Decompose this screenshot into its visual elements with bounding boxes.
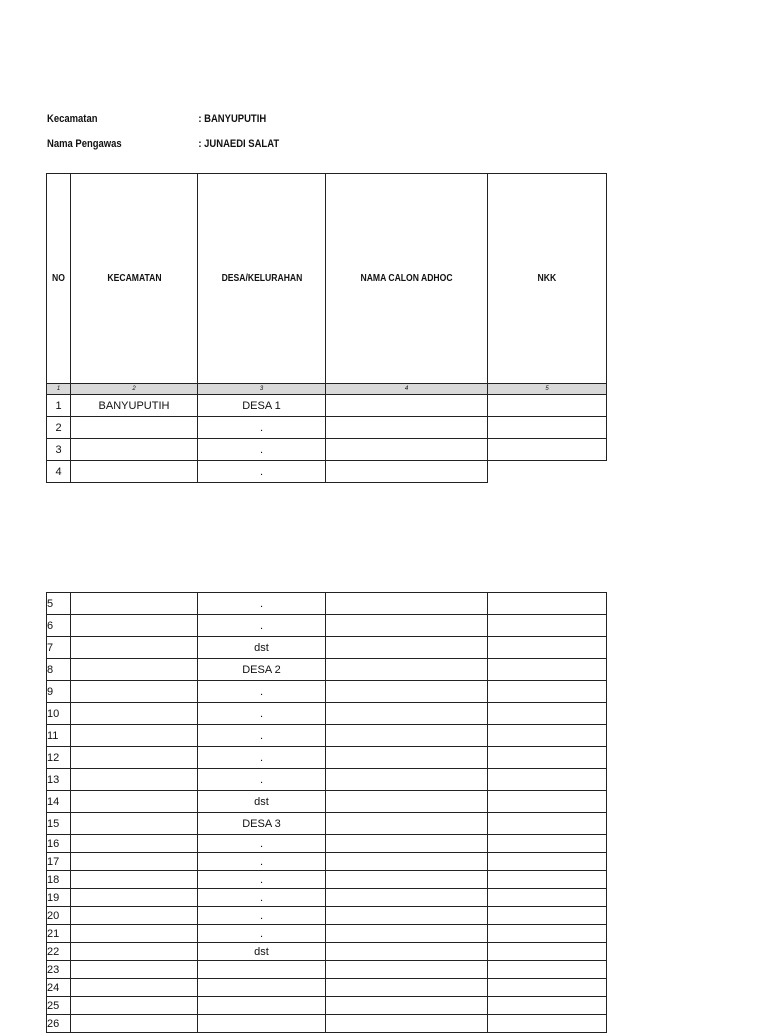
header-nkk: NKK xyxy=(488,174,607,384)
row-nama-calon[interactable] xyxy=(326,615,488,637)
row-nkk[interactable] xyxy=(488,889,607,907)
row-nama-calon[interactable] xyxy=(326,907,488,925)
table-row xyxy=(47,703,607,725)
table-body-continued xyxy=(47,593,607,1033)
row-nama-calon[interactable] xyxy=(326,703,488,725)
row-no: 6 xyxy=(47,615,71,637)
row-kecamatan xyxy=(71,703,198,725)
row-kecamatan xyxy=(71,853,198,871)
row-desa: . xyxy=(198,593,326,615)
table-header-row xyxy=(47,174,607,384)
row-desa: dst xyxy=(198,637,326,659)
row-nkk[interactable] xyxy=(488,997,607,1015)
row-desa: . xyxy=(198,835,326,853)
table-row xyxy=(47,961,607,979)
row-nama-calon[interactable] xyxy=(326,417,488,439)
pengawas-value: : JUNAEDI SALAT xyxy=(198,138,280,150)
row-desa: . xyxy=(198,703,326,725)
row-nkk[interactable] xyxy=(488,439,607,461)
table-row xyxy=(47,979,607,997)
row-no: 2 xyxy=(47,417,71,439)
row-nama-calon[interactable] xyxy=(326,461,488,483)
row-desa: . xyxy=(198,417,326,439)
row-nama-calon[interactable] xyxy=(326,997,488,1015)
row-nama-calon[interactable] xyxy=(326,439,488,461)
row-kecamatan xyxy=(71,979,198,997)
row-no: 25 xyxy=(47,997,71,1015)
row-nkk[interactable] xyxy=(488,769,607,791)
row-kecamatan xyxy=(71,769,198,791)
row-nkk[interactable] xyxy=(488,979,607,997)
row-nkk[interactable] xyxy=(488,853,607,871)
row-desa xyxy=(198,997,326,1015)
table-row xyxy=(47,681,607,703)
table-row xyxy=(47,461,607,483)
row-nkk[interactable] xyxy=(488,593,607,615)
row-kecamatan xyxy=(71,637,198,659)
row-desa: . xyxy=(198,615,326,637)
table-row xyxy=(47,725,607,747)
header-kecamatan: KECAMATAN xyxy=(71,174,198,384)
row-no: 12 xyxy=(47,747,71,769)
row-desa xyxy=(198,979,326,997)
row-desa: dst xyxy=(198,943,326,961)
table-row xyxy=(47,637,607,659)
row-nkk[interactable] xyxy=(488,725,607,747)
row-nama-calon[interactable] xyxy=(326,395,488,417)
header-nama-calon: NAMA CALON ADHOC xyxy=(326,174,488,384)
row-desa: . xyxy=(198,439,326,461)
table-row xyxy=(47,997,607,1015)
row-kecamatan xyxy=(71,791,198,813)
row-no: 19 xyxy=(47,889,71,907)
row-no: 22 xyxy=(47,943,71,961)
table-row xyxy=(47,907,607,925)
row-nkk[interactable] xyxy=(488,395,607,417)
table-row xyxy=(47,871,607,889)
column-number-row xyxy=(47,384,607,395)
row-nkk[interactable] xyxy=(488,659,607,681)
adhoc-table-bottom xyxy=(46,592,607,1033)
kecamatan-value: : BANYUPUTIH xyxy=(198,113,267,125)
meta-kecamatan xyxy=(47,113,266,125)
row-nama-calon[interactable] xyxy=(326,637,488,659)
row-nkk[interactable] xyxy=(488,835,607,853)
row-nama-calon[interactable] xyxy=(326,961,488,979)
row-desa: . xyxy=(198,681,326,703)
row-nkk[interactable] xyxy=(488,417,607,439)
row-no: 5 xyxy=(47,593,71,615)
row-nkk[interactable] xyxy=(488,747,607,769)
row-desa: DESA 2 xyxy=(198,659,326,681)
row-nama-calon[interactable] xyxy=(326,889,488,907)
table-row xyxy=(47,395,607,417)
row-desa: DESA 1 xyxy=(198,395,326,417)
row-nkk[interactable] xyxy=(488,871,607,889)
row-nama-calon[interactable] xyxy=(326,871,488,889)
row-kecamatan xyxy=(71,417,198,439)
row-nkk[interactable] xyxy=(488,907,607,925)
row-nama-calon[interactable] xyxy=(326,979,488,997)
row-nkk[interactable] xyxy=(488,961,607,979)
row-nama-calon[interactable] xyxy=(326,769,488,791)
pengawas-label: Nama Pengawas xyxy=(47,138,122,150)
row-no: 21 xyxy=(47,925,71,943)
column-number: 3 xyxy=(198,384,326,395)
row-no: 1 xyxy=(47,395,71,417)
row-kecamatan xyxy=(71,615,198,637)
row-kecamatan xyxy=(71,681,198,703)
table-row xyxy=(47,593,607,615)
column-number: 1 xyxy=(47,384,71,395)
row-desa: . xyxy=(198,725,326,747)
table-row xyxy=(47,853,607,871)
row-nama-calon[interactable] xyxy=(326,813,488,835)
row-no: 10 xyxy=(47,703,71,725)
row-nama-calon[interactable] xyxy=(326,853,488,871)
row-desa: dst xyxy=(198,791,326,813)
row-no: 13 xyxy=(47,769,71,791)
row-nkk[interactable] xyxy=(488,943,607,961)
row-desa: . xyxy=(198,853,326,871)
table-row xyxy=(47,889,607,907)
row-kecamatan xyxy=(71,593,198,615)
table-row xyxy=(47,791,607,813)
row-nkk[interactable] xyxy=(488,615,607,637)
row-nama-calon[interactable] xyxy=(326,943,488,961)
row-nama-calon[interactable] xyxy=(326,835,488,853)
row-desa: . xyxy=(198,925,326,943)
row-no: 8 xyxy=(47,659,71,681)
row-kecamatan xyxy=(71,943,198,961)
row-desa: . xyxy=(198,461,326,483)
row-nama-calon[interactable] xyxy=(326,747,488,769)
kecamatan-label: Kecamatan xyxy=(47,113,98,125)
column-number: 4 xyxy=(326,384,488,395)
row-no: 26 xyxy=(47,1015,71,1033)
row-desa: DESA 3 xyxy=(198,813,326,835)
row-nama-calon[interactable] xyxy=(326,681,488,703)
header-no: NO xyxy=(47,174,71,384)
row-kecamatan: BANYUPUTIH xyxy=(71,395,198,417)
column-number: 5 xyxy=(488,384,607,395)
row-no: 14 xyxy=(47,791,71,813)
row-kecamatan xyxy=(71,907,198,925)
table-row xyxy=(47,813,607,835)
row-nkk[interactable] xyxy=(488,681,607,703)
row-kecamatan xyxy=(71,461,198,483)
row-nama-calon[interactable] xyxy=(326,659,488,681)
table-row xyxy=(47,925,607,943)
row-kecamatan xyxy=(71,925,198,943)
row-desa xyxy=(198,961,326,979)
table-row xyxy=(47,943,607,961)
row-kecamatan xyxy=(71,659,198,681)
row-nkk-empty xyxy=(488,461,607,483)
table-row xyxy=(47,747,607,769)
row-nkk[interactable] xyxy=(488,925,607,943)
table-row xyxy=(47,769,607,791)
row-kecamatan xyxy=(71,439,198,461)
row-nama-calon[interactable] xyxy=(326,593,488,615)
header-desa: DESA/KELURAHAN xyxy=(198,174,326,384)
table-row xyxy=(47,615,607,637)
row-no: 15 xyxy=(47,813,71,835)
row-nkk[interactable] xyxy=(488,813,607,835)
row-desa: . xyxy=(198,889,326,907)
row-no: 7 xyxy=(47,637,71,659)
row-kecamatan xyxy=(71,747,198,769)
row-nama-calon[interactable] xyxy=(326,725,488,747)
row-desa: . xyxy=(198,747,326,769)
row-no: 4 xyxy=(47,461,71,483)
row-no: 3 xyxy=(47,439,71,461)
row-desa: . xyxy=(198,871,326,889)
table-row xyxy=(47,835,607,853)
row-no: 20 xyxy=(47,907,71,925)
row-no: 24 xyxy=(47,979,71,997)
row-desa: . xyxy=(198,907,326,925)
row-no: 16 xyxy=(47,835,71,853)
row-nama-calon[interactable] xyxy=(326,791,488,813)
row-nkk[interactable] xyxy=(488,637,607,659)
row-nkk[interactable] xyxy=(488,703,607,725)
row-no: 23 xyxy=(47,961,71,979)
row-desa: . xyxy=(198,769,326,791)
row-kecamatan xyxy=(71,813,198,835)
column-number: 2 xyxy=(71,384,198,395)
row-kecamatan xyxy=(71,997,198,1015)
meta-pengawas xyxy=(47,138,279,150)
adhoc-table-top xyxy=(46,173,607,483)
row-nama-calon[interactable] xyxy=(326,925,488,943)
table-row xyxy=(47,439,607,461)
table-row xyxy=(47,659,607,681)
row-no: 9 xyxy=(47,681,71,703)
row-no: 18 xyxy=(47,871,71,889)
row-kecamatan xyxy=(71,871,198,889)
row-no: 11 xyxy=(47,725,71,747)
row-kecamatan xyxy=(71,889,198,907)
row-nkk[interactable] xyxy=(488,791,607,813)
table-row xyxy=(47,417,607,439)
row-no: 17 xyxy=(47,853,71,871)
row-kecamatan xyxy=(71,835,198,853)
row-kecamatan xyxy=(71,725,198,747)
row-kecamatan xyxy=(71,961,198,979)
